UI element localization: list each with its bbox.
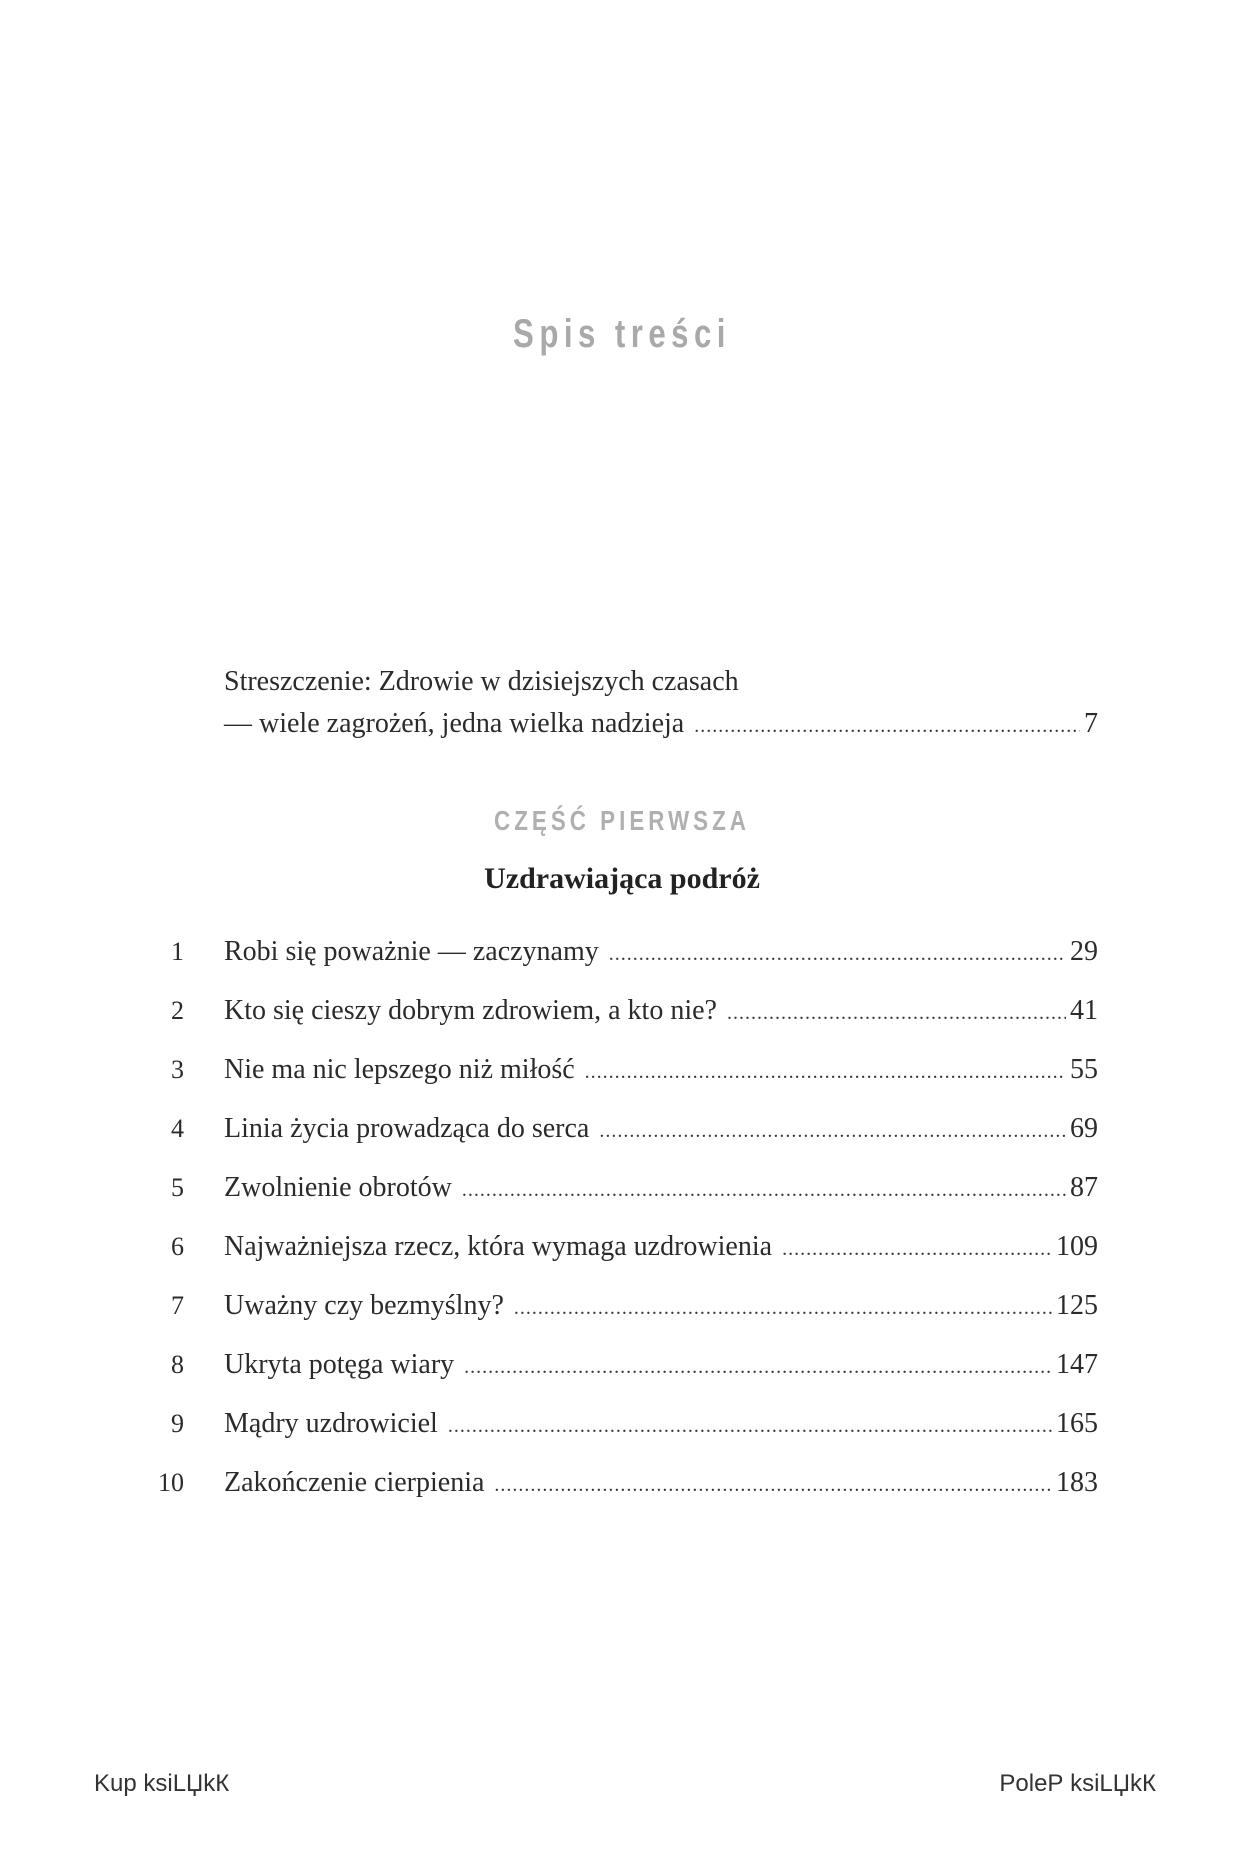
chapter-title: Nie ma nic lepszego niż miłość	[224, 1054, 575, 1085]
chapter-title: Robi się poważnie — zaczynamy	[224, 936, 599, 967]
dot-leader	[609, 937, 1066, 971]
part-label: CZĘŚĆ PIERWSZA	[494, 805, 750, 836]
chapter-number: 4	[171, 1114, 184, 1143]
chapter-page-number: 29	[1070, 936, 1098, 967]
dot-leader	[585, 1055, 1066, 1089]
toc-entry[interactable]	[224, 935, 1098, 969]
chapter-page-number: 41	[1070, 995, 1098, 1026]
chapter-number: 2	[171, 996, 184, 1025]
chapter-title: Zakończenie cierpienia	[224, 1467, 485, 1498]
chapter-number: 6	[171, 1232, 184, 1261]
dot-leader	[448, 1409, 1052, 1443]
dot-leader	[494, 1468, 1052, 1502]
toc-entry[interactable]	[224, 1407, 1098, 1441]
chapter-page-number: 147	[1056, 1349, 1098, 1380]
chapter-title: Kto się cieszy dobrym zdrowiem, a kto nie?	[224, 995, 717, 1026]
chapter-page-number: 69	[1070, 1113, 1098, 1144]
chapter-title: Najważniejsza rzecz, która wymaga uzdrowienia	[224, 1231, 773, 1262]
toc-entry[interactable]	[224, 994, 1098, 1028]
chapter-page-number: 183	[1056, 1467, 1098, 1498]
chapter-number: 7	[171, 1291, 184, 1320]
intro-line-2: — wiele zagrożeń, jedna wielka nadzieja	[224, 708, 685, 739]
chapter-number: 8	[171, 1350, 184, 1379]
toc-entry[interactable]	[224, 1053, 1098, 1087]
chapter-number: 1	[171, 937, 184, 966]
recommend-book-link[interactable]: PoleР ksiLЏkК	[999, 1770, 1156, 1797]
dot-leader	[727, 996, 1066, 1030]
page-title: Spis treści	[513, 312, 731, 356]
chapter-title: Ukryta potęga wiary	[224, 1349, 455, 1380]
toc-entry[interactable]	[224, 1230, 1098, 1264]
toc-entry[interactable]	[224, 1466, 1098, 1500]
dot-leader	[694, 709, 1080, 743]
dot-leader	[782, 1232, 1052, 1266]
chapter-title: Zwolnienie obrotów	[224, 1172, 452, 1203]
chapter-title: Uważny czy bezmyślny?	[224, 1290, 504, 1321]
dot-leader	[514, 1291, 1052, 1325]
chapter-number: 3	[171, 1055, 184, 1084]
chapter-number: 5	[171, 1173, 184, 1202]
chapter-page-number: 109	[1056, 1231, 1098, 1262]
buy-book-link[interactable]: Kup ksiLЏkК	[94, 1770, 230, 1797]
chapter-page-number: 55	[1070, 1054, 1098, 1085]
intro-line-1: Streszczenie: Zdrowie w dzisiejszych czasach	[224, 666, 739, 697]
part-title: Uzdrawiająca podróż	[484, 862, 760, 895]
chapter-title: Linia życia prowadząca do serca	[224, 1113, 590, 1144]
chapter-page-number: 165	[1056, 1408, 1098, 1439]
toc-entry[interactable]	[224, 1171, 1098, 1205]
chapter-page-number: 125	[1056, 1290, 1098, 1321]
chapter-number: 10	[158, 1468, 184, 1497]
toc-entry[interactable]	[224, 1348, 1098, 1382]
chapter-page-number: 87	[1070, 1172, 1098, 1203]
intro-page-number: 7	[1084, 708, 1098, 739]
dot-leader	[599, 1114, 1066, 1148]
toc-entry[interactable]	[224, 1112, 1098, 1146]
intro-entry[interactable]	[224, 707, 1098, 741]
dot-leader	[464, 1350, 1052, 1384]
toc-entry[interactable]	[224, 1289, 1098, 1323]
dot-leader	[462, 1173, 1066, 1207]
chapter-title: Mądry uzdrowiciel	[224, 1408, 438, 1439]
chapter-number: 9	[171, 1409, 184, 1438]
